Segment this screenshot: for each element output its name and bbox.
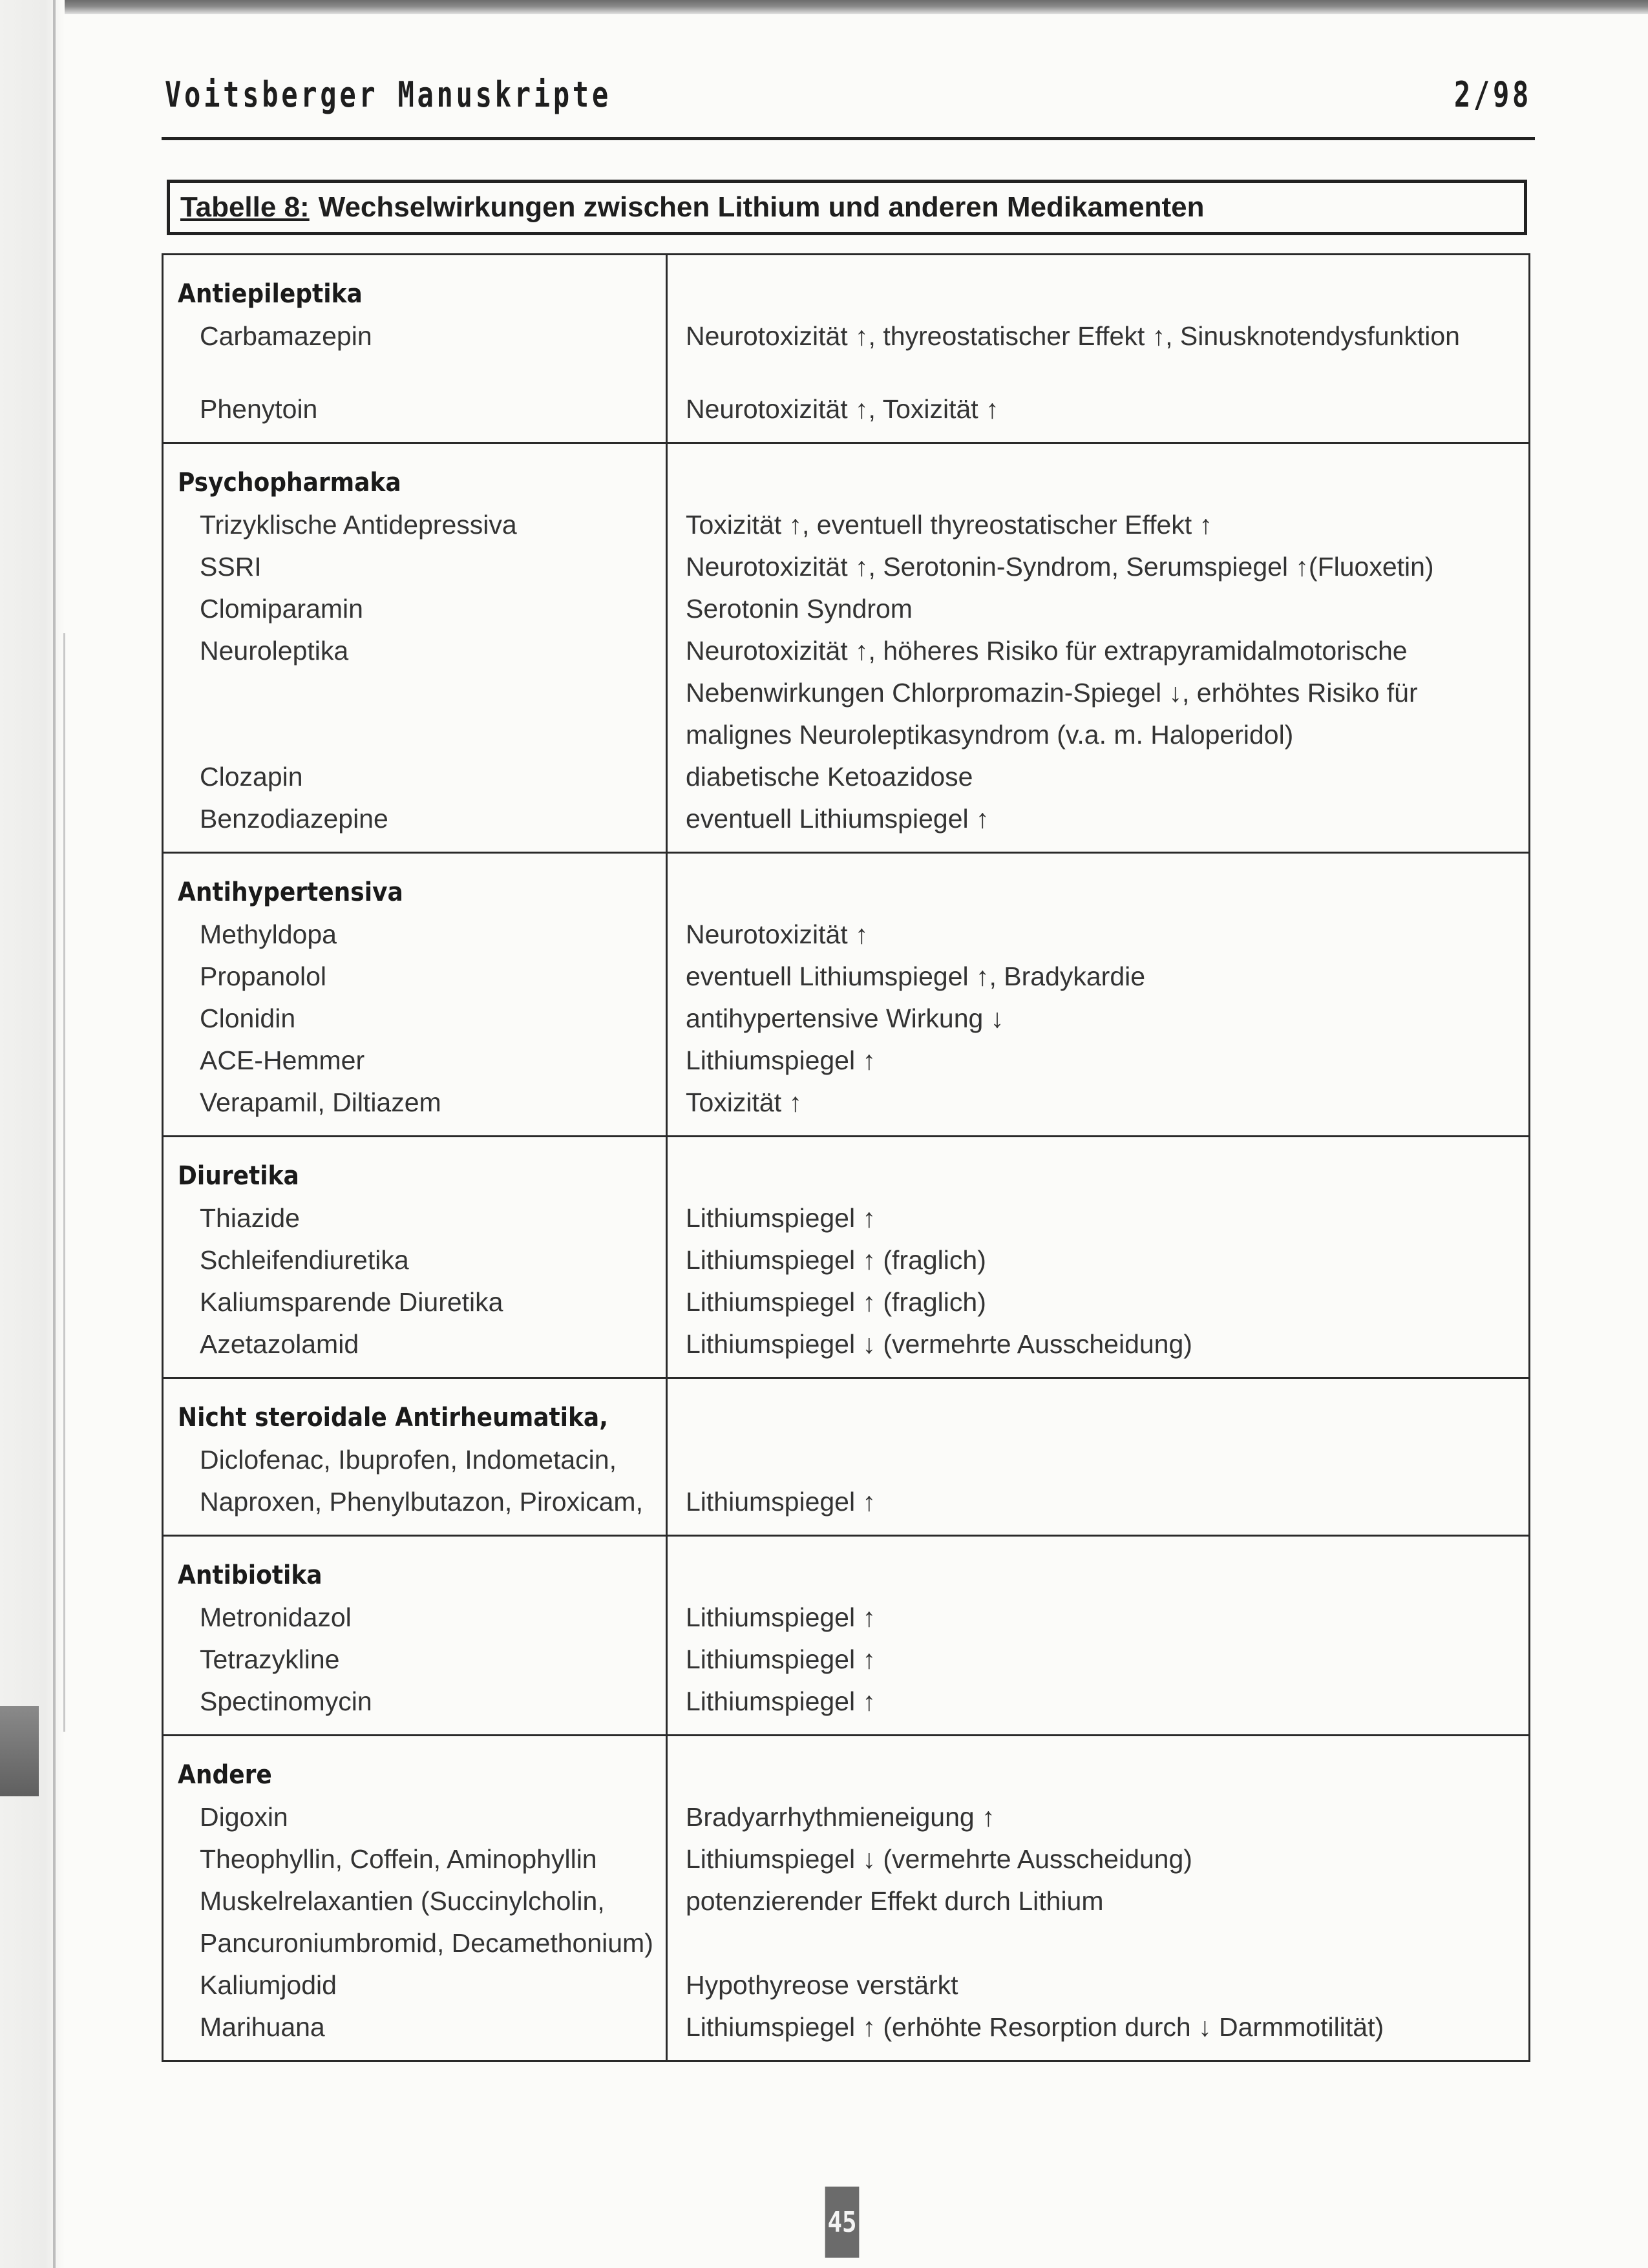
drug-name: Schleifendiuretika — [200, 1245, 409, 1275]
drug-name: Kaliumjodid — [200, 1970, 337, 2000]
drug-name: Clozapin — [200, 762, 303, 792]
table-section — [163, 1378, 1530, 1536]
table-section — [163, 853, 1530, 1137]
table-section — [163, 443, 1530, 853]
effect-cell — [667, 255, 1530, 443]
category-heading: Antiepileptika — [178, 279, 363, 309]
drug-cell — [163, 1378, 667, 1536]
effect-text: eventuell Lithiumspiegel ↑, Bradykardie — [686, 961, 1146, 991]
effect-text: Toxizität ↑, eventuell thyreostatischer Effekt ↑ — [686, 510, 1213, 540]
effect-text: diabetische Ketoazidose — [686, 762, 973, 792]
effect-text: Serotonin Syndrom — [686, 594, 913, 624]
drug-cell — [163, 1536, 667, 1736]
drug-name: Propanolol — [200, 961, 327, 991]
effect-text: Lithiumspiegel ↑ — [686, 1602, 876, 1632]
effect-text: Nebenwirkungen Chlorpromazin-Spiegel ↓, erhöhtes Risiko für — [686, 678, 1418, 708]
drug-name: Clonidin — [200, 1003, 296, 1033]
drug-name: Phenytoin — [200, 394, 318, 424]
effect-cell — [667, 1378, 1530, 1536]
table-section — [163, 1536, 1530, 1736]
scan-binding-line-inner — [63, 633, 65, 1732]
effect-text: Bradyarrhythmieneigung ↑ — [686, 1802, 995, 1832]
category-heading: Antihypertensiva — [178, 877, 403, 907]
interaction-table — [162, 253, 1530, 2062]
drug-name: ACE-Hemmer — [200, 1045, 365, 1075]
scan-top-edge — [0, 0, 1648, 14]
category-heading: Psychopharmaka — [178, 468, 401, 498]
drug-cell — [163, 1137, 667, 1378]
category-heading: Andere — [178, 1760, 272, 1790]
drug-name: Neuroleptika — [200, 636, 349, 666]
page-number: 45 — [825, 2187, 860, 2258]
effect-text: Neurotoxizität ↑, thyreostatischer Effekt ↑, Sinusknotendysfunktion — [686, 321, 1460, 351]
effect-text: antihypertensive Wirkung ↓ — [686, 1003, 1004, 1033]
category-heading: Antibiotika — [178, 1560, 322, 1590]
effect-text: Lithiumspiegel ↓ (vermehrte Ausscheidung) — [686, 1844, 1192, 1874]
effect-text: Neurotoxizität ↑, höheres Risiko für extrapyramidalmotorische — [686, 636, 1408, 666]
category-heading: Nicht steroidale Antirheumatika, — [178, 1403, 608, 1433]
drug-name: Diclofenac, Ibuprofen, Indometacin, — [200, 1445, 617, 1475]
issue-number: 2/98 — [1453, 74, 1532, 115]
drug-name: Digoxin — [200, 1802, 288, 1832]
effect-cell — [667, 1736, 1530, 2061]
effect-text: Lithiumspiegel ↑ — [686, 1644, 876, 1674]
effect-cell — [667, 853, 1530, 1137]
drug-name: Benzodiazepine — [200, 804, 388, 834]
drug-name: Clomiparamin — [200, 594, 363, 624]
header-rule — [162, 137, 1535, 140]
effect-text: Lithiumspiegel ↑ (erhöhte Resorption durch ↓ Darmmotilität) — [686, 2012, 1384, 2042]
scan-dark-strip — [0, 1706, 39, 1796]
effect-text: potenzierender Effekt durch Lithium — [686, 1886, 1104, 1916]
effect-text: Hypothyreose verstärkt — [686, 1970, 958, 2000]
effect-text: Lithiumspiegel ↑ — [686, 1686, 876, 1716]
drug-name: SSRI — [200, 552, 262, 582]
drug-name: Spectinomycin — [200, 1686, 372, 1716]
effect-text: Lithiumspiegel ↑ (fraglich) — [686, 1245, 986, 1275]
drug-name: Pancuroniumbromid, Decamethonium) — [200, 1928, 653, 1958]
table-title: Wechselwirkungen zwischen Lithium und anderen Medikamenten — [318, 191, 1205, 223]
table-section — [163, 1736, 1530, 2061]
drug-name: Tetrazykline — [200, 1644, 340, 1674]
drug-name: Trizyklische Antidepressiva — [200, 510, 517, 540]
drug-cell — [163, 853, 667, 1137]
table-section — [163, 1137, 1530, 1378]
drug-name: Verapamil, Diltiazem — [200, 1087, 441, 1117]
effect-text: Lithiumspiegel ↑ — [686, 1203, 876, 1233]
effect-text: Lithiumspiegel ↑ — [686, 1487, 876, 1517]
effect-text: Toxizität ↑ — [686, 1087, 802, 1117]
drug-name: Azetazolamid — [200, 1329, 359, 1359]
effect-text: Lithiumspiegel ↑ (fraglich) — [686, 1287, 986, 1317]
drug-name: Muskelrelaxantien (Succinylcholin, — [200, 1886, 605, 1916]
effect-cell — [667, 1137, 1530, 1378]
effect-text: malignes Neuroleptikasyndrom (v.a. m. Haloperidol) — [686, 720, 1294, 750]
drug-name: Marihuana — [200, 2012, 325, 2042]
drug-name: Metronidazol — [200, 1602, 352, 1632]
effect-text — [686, 1922, 1516, 1964]
table-section — [163, 255, 1530, 443]
effect-text: Neurotoxizität ↑, Toxizität ↑ — [686, 394, 999, 424]
effect-text: Neurotoxizität ↑, Serotonin-Syndrom, Serumspiegel ↑(Fluoxetin) — [686, 552, 1434, 582]
drug-cell — [163, 443, 667, 853]
drug-cell — [163, 255, 667, 443]
category-heading: Diuretika — [178, 1161, 299, 1191]
drug-name: Naproxen, Phenylbutazon, Piroxicam, — [200, 1487, 643, 1517]
drug-cell — [163, 1736, 667, 2061]
table-title-box — [167, 180, 1527, 235]
drug-name: Methyldopa — [200, 919, 337, 949]
drug-name: Thiazide — [200, 1203, 300, 1233]
scan-binding-line — [53, 0, 56, 2268]
effect-cell — [667, 1536, 1530, 1736]
effect-text: Lithiumspiegel ↑ — [686, 1045, 876, 1075]
drug-name: Kaliumsparende Diuretika — [200, 1287, 503, 1317]
effect-text: eventuell Lithiumspiegel ↑ — [686, 804, 989, 834]
journal-title: Voitsberger Manuskripte — [165, 74, 611, 115]
effect-text: Neurotoxizität ↑ — [686, 919, 869, 949]
effect-cell — [667, 443, 1530, 853]
drug-name: Carbamazepin — [200, 321, 372, 351]
drug-name: Theophyllin, Coffein, Aminophyllin — [200, 1844, 597, 1874]
table-label: Tabelle 8: — [180, 191, 310, 223]
effect-text: Lithiumspiegel ↓ (vermehrte Ausscheidung) — [686, 1329, 1192, 1359]
